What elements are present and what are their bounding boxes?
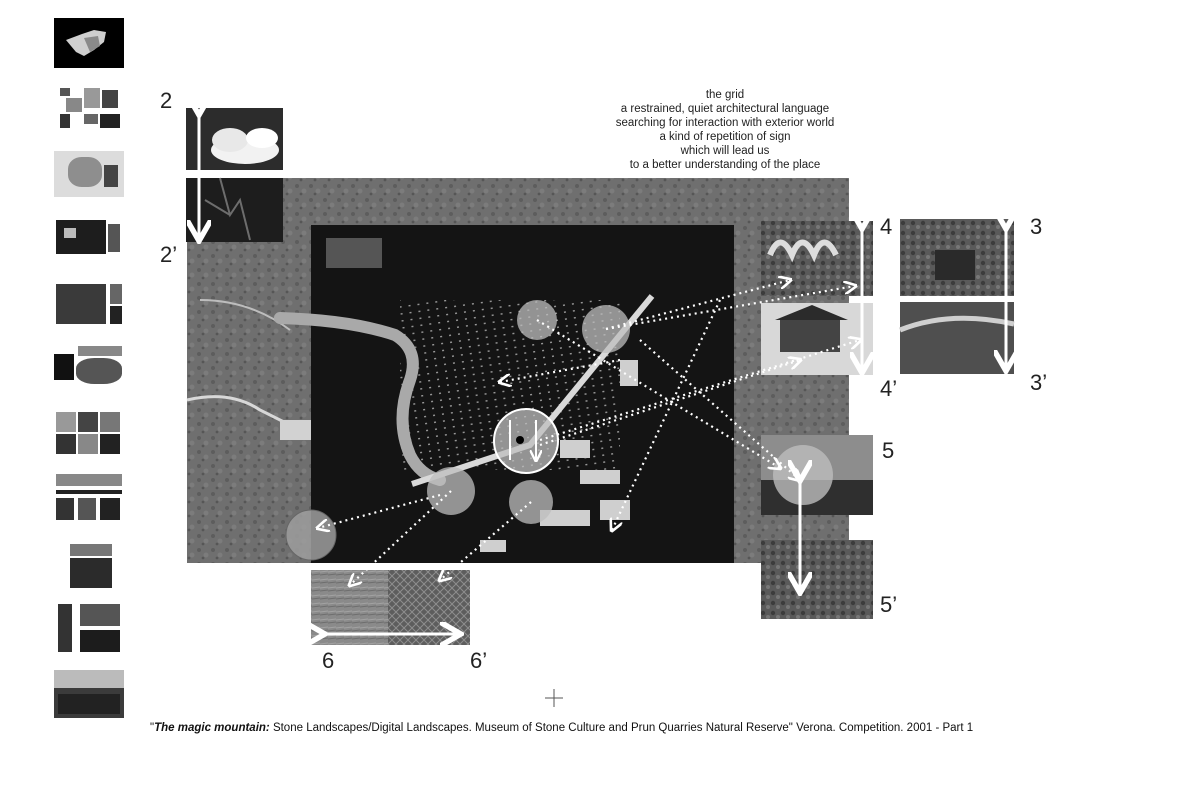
label-6-prime: 6’ (470, 648, 488, 673)
statement-line: to a better understanding of the place (629, 159, 821, 171)
label-5: 5 (882, 438, 895, 463)
label-3: 3 (1030, 214, 1043, 239)
statement-line: a kind of repetition of sign (659, 131, 791, 143)
statement-line: the grid (705, 89, 745, 101)
statement-line: a restrained, quiet architectural language (620, 103, 830, 115)
label-4: 4 (880, 214, 893, 239)
label-3-prime: 3’ (1030, 370, 1048, 395)
photo-3p-ridge (900, 302, 1014, 374)
board-caption (150, 722, 973, 734)
label-2: 2 (160, 88, 173, 113)
caption-open-quote: " (150, 722, 155, 734)
focus-circle (286, 510, 336, 560)
statement-line: searching for interaction with exterior world (615, 117, 835, 129)
caption-title: The magic mountain: (154, 722, 270, 734)
caption-text: Stone Landscapes/Digital Landscapes. Museum of Stone Culture and Prun Quarries Natural Reserve" Verona. Competition. 2001 - Part 1 (269, 722, 974, 734)
crosshair-icon (545, 689, 563, 707)
statement-line: which will lead us (680, 145, 770, 157)
label-6: 6 (322, 648, 335, 673)
label-2-prime: 2’ (160, 242, 178, 267)
focus-circle (494, 409, 558, 473)
photo-5p-forest (761, 540, 873, 619)
label-4-prime: 4’ (880, 376, 898, 401)
label-5-prime: 5’ (880, 592, 898, 617)
photo-4-quarry (761, 221, 873, 296)
